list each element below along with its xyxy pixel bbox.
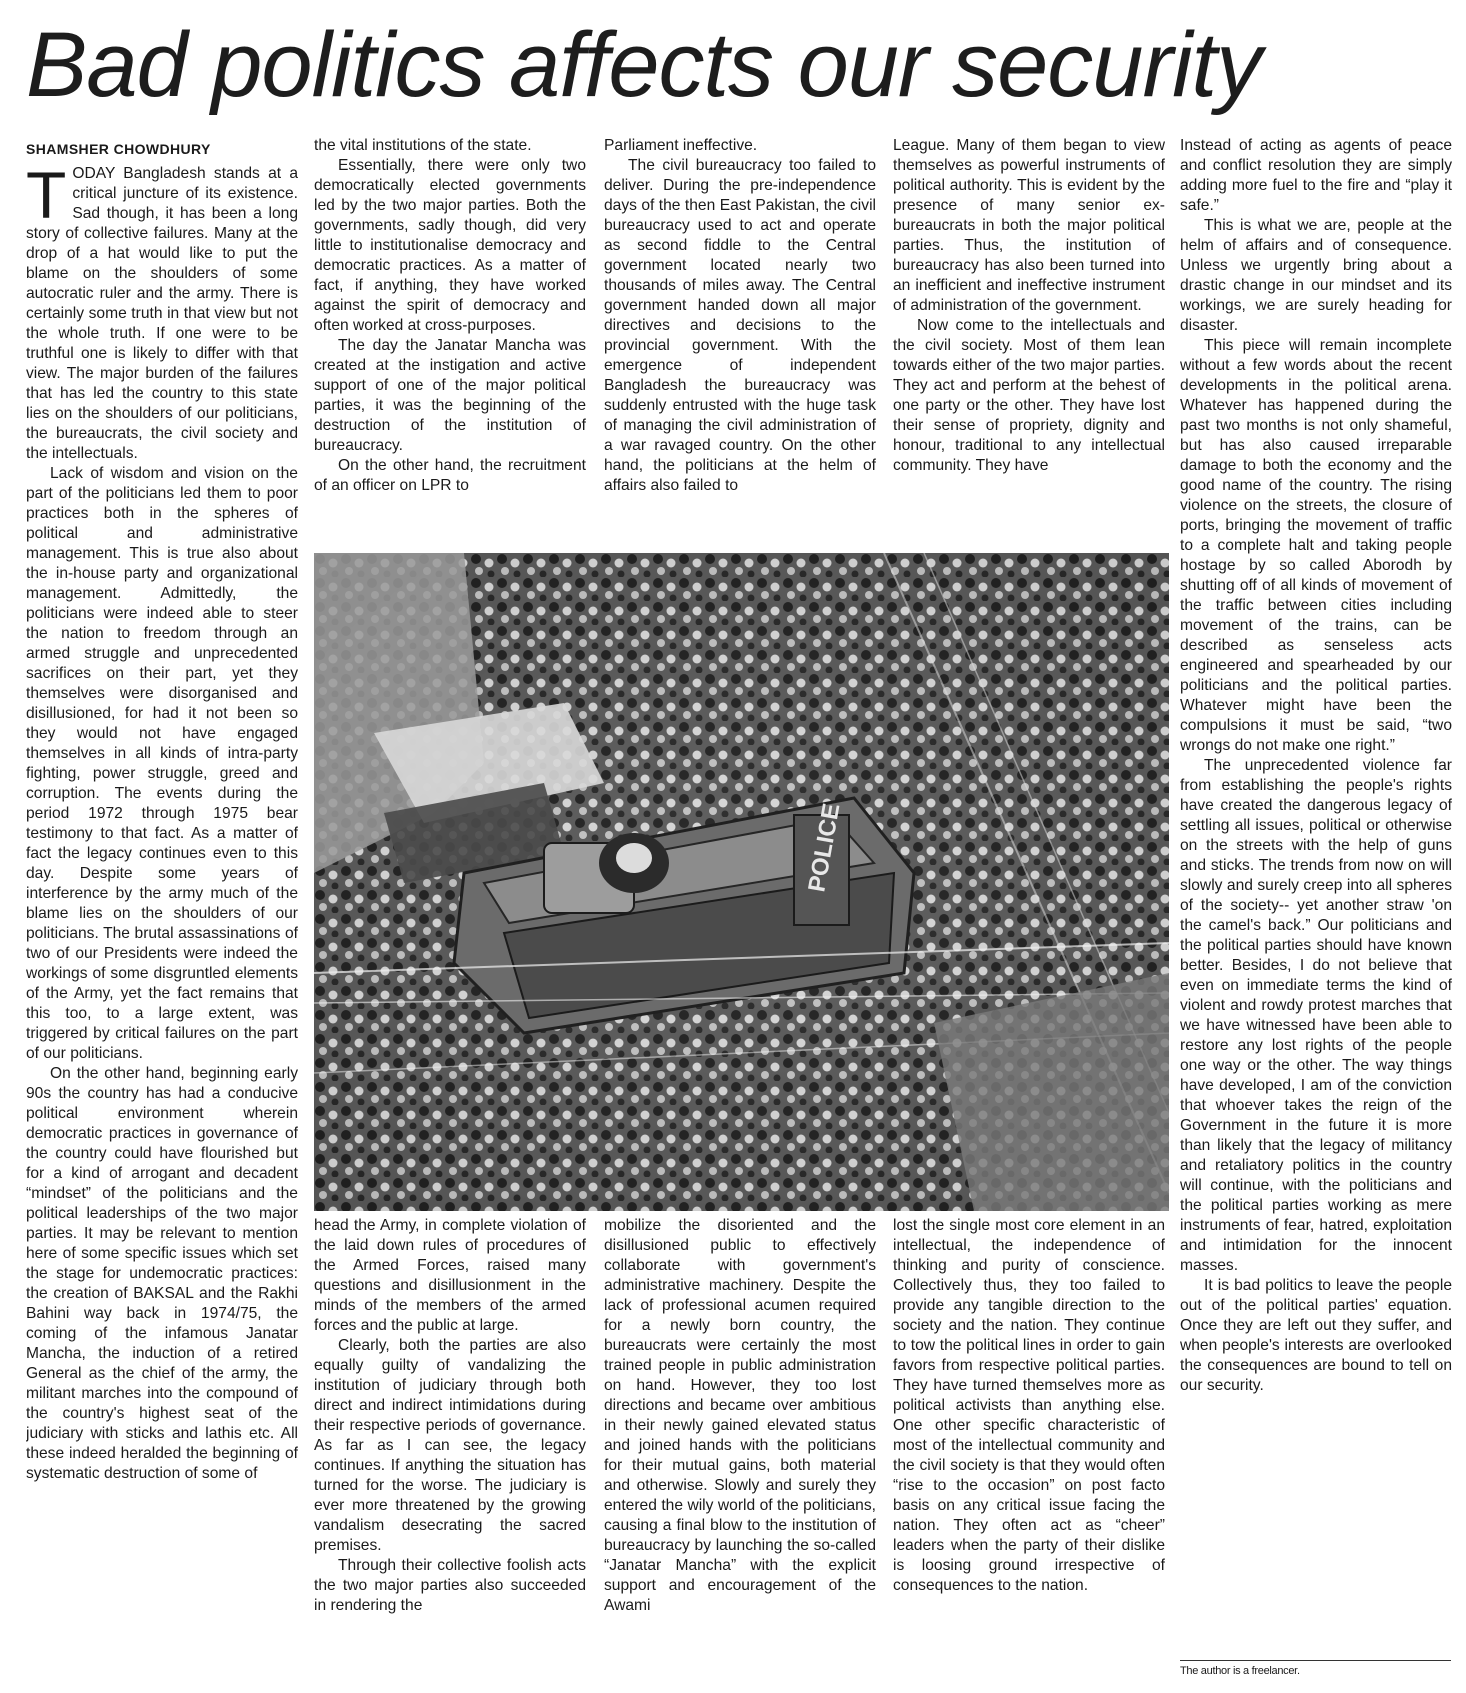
paragraph: Essentially, there were only two democratically elected governments led by the two major parties. Both the governments, sadly though, did very little to institutionalise democracy and democratic practices. As a matter of fact, if anything, they have worked against the spirit of democracy and often worked at cross-purposes. xyxy=(314,157,586,334)
author-note: The author is a freelancer. xyxy=(1180,1665,1300,1677)
crowd-photo-illustration xyxy=(314,553,1169,1211)
paragraph: Clearly, both the parties are also equally guilty of vandalizing the institution of judiciary through both direct and indirect intimidations during their respective periods of governance. As far as I can see, the legacy continues. If anything the situation has turned for the worse. The judiciary is ever more threatened by the growing vandalism desecrating the sacred premises. xyxy=(314,1337,586,1554)
paragraph: Through their collective foolish acts the two major parties also succeeded in rendering the xyxy=(314,1557,586,1614)
paragraph: The day the Janatar Mancha was created at the instigation and active support of one of the major political parties, it was the beginning of the destruction of the institution of bureaucracy. xyxy=(314,337,586,454)
article-column-2-top xyxy=(314,136,586,546)
paragraph: The unprecedented violence far from establishing the people's rights have created the dangerous legacy of settling all issues, political or otherwise on the streets with the help of guns and sticks. The trends from now on will slowly and surely creep into all spheres of the society-- yet another straw 'on the camel's back.” Our politicians and the political parties should have known better. Besides, I do not believe that even on immediate terms the kind of violent and rowdy protest marches that we have witnessed have been able to restore any lost rights of the people one way or the other. The way things have developed, I am of the conviction that whoever takes the reign of the Government in the future it is more than likely that the legacy of militancy and retaliatory politics in the country will continue, with the politicians and the political parties working as mere instruments of fear, hatred, exploitation and intimidation for the innocent masses. xyxy=(1180,757,1452,1274)
paragraph: On the other hand, the recruitment of an officer on LPR to xyxy=(314,457,586,494)
paragraph-text: ODAY Bangladesh stands at a critical juncture of its existence. Sad though, it has been a long story of collective failures. Many at the drop of a hat would like to put the blame on the shoulders of some autocratic ruler and the army. There is certainly some truth in that view but not the whole truth. If one were to be truthful one is likely to differ with that view. The major burden of the failures that has led the country to this state lies on the shoulders of our politicians, the bureaucrats, the civil society and the intellectuals. xyxy=(26,165,298,462)
paragraph: Lack of wisdom and vision on the part of the politicians led them to poor practices both in the spheres of political and administrative management. This is true also about the in-house party and organizational management. Admittedly, the politicians were indeed able to steer the nation to freedom through an armed struggle and unprecedented sacrifices on their part, yet they themselves were disorganised and disillusioned, for had it not been so they would not have engaged themselves in all kinds of intra-party fighting, power struggle, greed and corruption. The events during the period 1972 through 1975 bear testimony to that fact. As a matter of fact the legacy continues even to this day. Despite some years of interference by the army much of the blame lies on the shoulders of our politicians. The brutal assassinations of two of our Presidents were indeed the workings of some disgruntled elements of the Army, yet the fact remains that this too, to a large extent, was triggered by critical failures on the part of our politicians. xyxy=(26,465,298,1062)
paragraph: League. Many of them began to view themselves as powerful instruments of political authority. This is evident by the presence of many senior ex-bureaucrats in both the major political parties. Thus, the institution of bureaucracy has also been turned into an inefficient and ineffective instrument of administration of the government. xyxy=(893,137,1165,314)
paragraph: This piece will remain incomplete without a few words about the recent developments in the political arena. Whatever has happened during the past two months is not only shameful, but has also caused irreparable damage to both the economy and the good name of the country. The rising violence on the streets, the closure of ports, bringing the movement of traffic to a complete halt and taking people hostage by so called Aborodh by shutting off of all kinds of movement of the traffic between cities including movement of the trains, can be described as senseless acts engineered and spearheaded by our politicians and the political parties. Whatever might have been the compulsions it must be said, “two wrongs do not make one right.” xyxy=(1180,337,1452,754)
article-column-5 xyxy=(1180,136,1452,1656)
paragraph: the vital institutions of the state. xyxy=(314,137,532,154)
news-photo xyxy=(314,553,1169,1211)
paragraph: mobilize the disoriented and the disillusioned public to effectively collaborate with government's administrative machinery. Despite the lack of professional acumen required for a newly born country, the bureaucrats were certainly the most trained people in public administration on hand. However, they too lost directions and became over ambitious in their newly gained elevated status and joined hands with the politicians for their mutual gains, both material and otherwise. Slowly and surely they entered the wily world of the politicians, causing a final blow to the institution of bureaucracy by launching the so-called “Janatar Mancha” with the explicit support and encouragement of the Awami xyxy=(604,1217,876,1614)
paragraph: head the Army, in complete violation of the laid down rules of procedures of the Armed Forces, raised many questions and disillusionment in the minds of the members of the armed forces and the public at large. xyxy=(314,1217,586,1334)
vehicle-label: POLICE xyxy=(803,801,846,895)
byline: SHAMSHER CHOWDHURY xyxy=(26,141,211,157)
article-column-3-bottom xyxy=(604,1216,876,1690)
paragraph: Now come to the intellectuals and the civil society. Most of them lean towards either of the two major parties. They act and perform at the behest of one party or the other. They have lost their sense of propriety, dignity and honour, traditional to any intellectual community. They have xyxy=(893,317,1165,474)
paragraph: It is bad politics to leave the people out of the political parties' equation. Once they are left out they suffer, and when people's interests are overlooked the consequences are bound to tell on our security. xyxy=(1180,1277,1452,1394)
paragraph: Parliament ineffective. xyxy=(604,137,758,154)
paragraph: This is what we are, people at the helm of affairs and of consequence. Unless we urgently bring about a drastic change in our mindset and its workings, we are surely heading for disaster. xyxy=(1180,217,1452,334)
paragraph: Instead of acting as agents of peace and conflict resolution they are simply adding more fuel to the fire and “play it safe.” xyxy=(1180,137,1452,214)
article-column-4-top xyxy=(893,136,1165,546)
article-column-4-bottom xyxy=(893,1216,1165,1690)
paragraph: On the other hand, beginning early 90s the country has had a conducive political environment wherein democratic practices in governance of the country could have flourished but for a kind of arrogant and decadent “mindset” of the politicians and the political leaderships of the two major parties. It may be relevant to mention here of some specific issues which set the stage for undemocratic practices: the creation of BAKSAL and the Rakhi Bahini way back in 1974/75, the coming of the infamous Janatar Mancha, the induction of a retired General as the chief of the army, the militant marches into the compound of the country's highest seat of the judiciary with sticks and lathis etc. All these indeed heralded the beginning of systematic destruction of some of xyxy=(26,1065,298,1482)
article-column-2-bottom xyxy=(314,1216,586,1690)
article-column-1 xyxy=(26,140,298,1690)
paragraph: lost the single most core element in an intellectual, the independence of thinking and purity of conscience. Collectively thus, they too failed to provide any tangible direction to the society and the nation. They continue to tow the political lines in order to gain favors from respective political parties. They have turned themselves more as political activists than anything else. One other specific characteristic of most of the intellectual community and the civil society is that they would often “rise to the occasion” on post facto basis on any critical issue facing the nation. They often act as “cheer” leaders when the party of their dislike is loosing ground irrespective of consequences to the nation. xyxy=(893,1217,1165,1594)
headline: Bad politics affects our security xyxy=(26,14,1262,116)
drop-cap: T xyxy=(26,158,67,232)
article-column-3-top xyxy=(604,136,876,546)
paragraph xyxy=(26,158,298,464)
paragraph: The civil bureaucracy too failed to deliver. During the pre-independence days of the then East Pakistan, the civil bureaucracy used to act and operate as second fiddle to the Central government located nearly two thousands of miles away. The Central government handed down all major directives and decisions to the provincial government. With the emergence of independent Bangladesh the bureaucracy was suddenly entrusted with the huge task of managing the civil administration of a war ravaged country. On the other hand, the politicians at the helm of affairs also failed to xyxy=(604,157,876,494)
footnote-divider xyxy=(1180,1660,1451,1661)
